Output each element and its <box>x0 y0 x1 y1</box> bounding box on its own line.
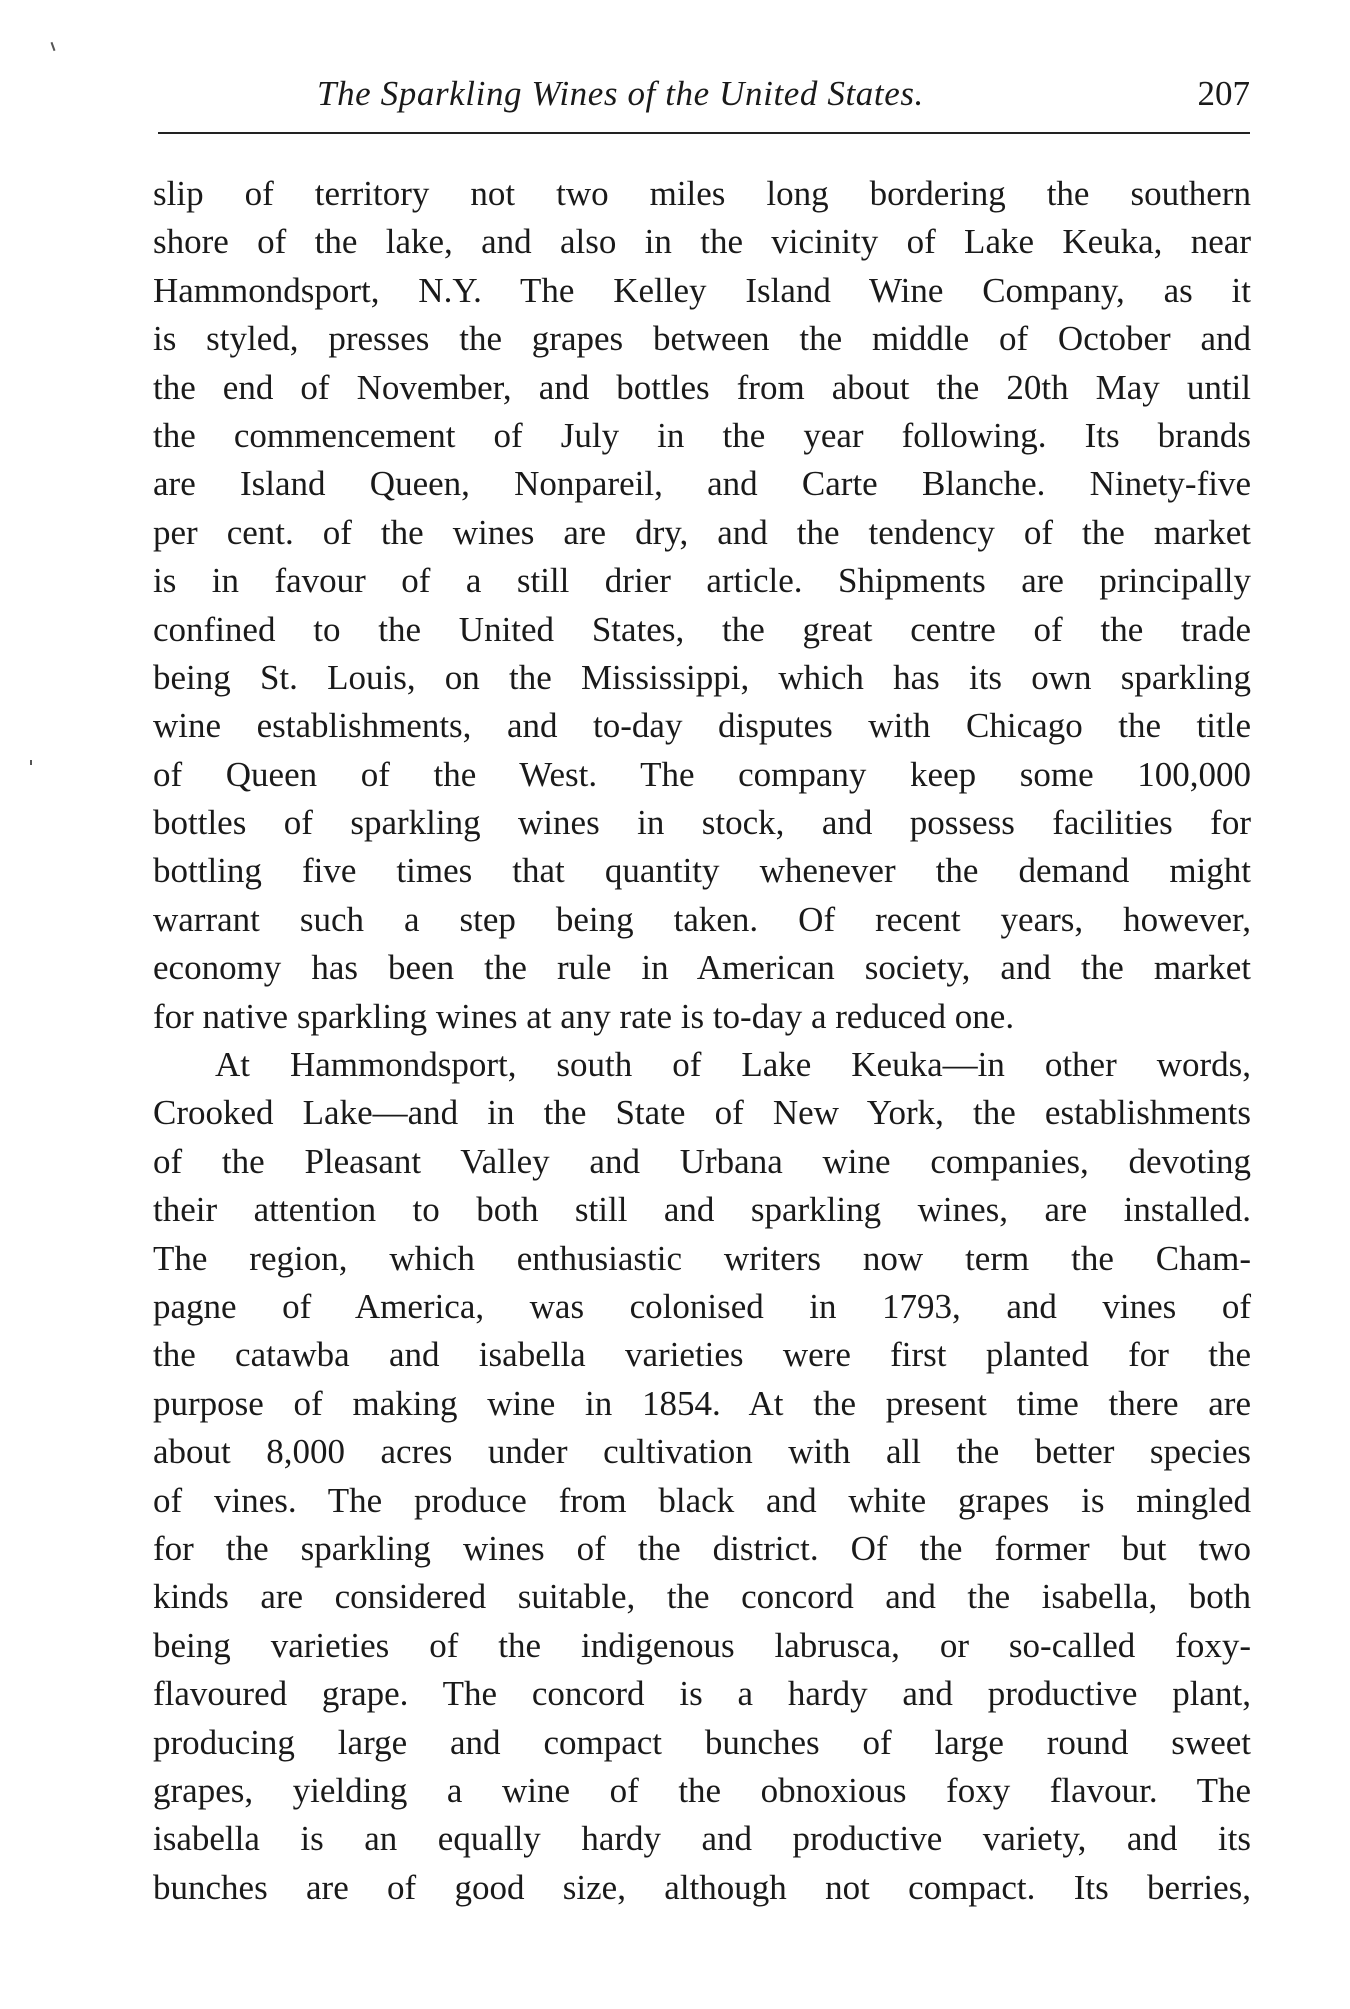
text-line: The region, which enthusiastic writers now term the Cham- <box>153 1238 1251 1278</box>
text-line: for native sparkling wines at any rate is to-day a reduced one. <box>153 996 1015 1036</box>
header-rule <box>158 132 1250 134</box>
text-line: economy has been the rule in American society, and the market <box>153 948 1251 988</box>
text-line: slip of territory not two miles long bordering the southern <box>153 174 1251 213</box>
margin-speck <box>51 42 56 51</box>
text-line: the end of November, and bottles from about the 20th May until <box>153 367 1251 407</box>
text-line: the commencement of July in the year following. Its brands <box>153 415 1251 455</box>
text-line: their attention to both still and sparkling wines, are installed. <box>153 1190 1251 1230</box>
text-line: At Hammondsport, south of Lake Keuka—in other words, <box>215 1045 1251 1085</box>
text-line: per cent. of the wines are dry, and the tendency of the market <box>153 512 1251 552</box>
text-line: producing large and compact bunches of large round sweet <box>153 1722 1251 1762</box>
text-line: pagne of America, was colonised in 1793, and vines of <box>153 1286 1251 1326</box>
text-line: confined to the United States, the great centre of the trade <box>153 609 1251 649</box>
text-line: of vines. The produce from black and white grapes is mingled <box>153 1480 1251 1520</box>
text-line: are Island Queen, Nonpareil, and Carte Blanche. Ninety-five <box>153 464 1251 504</box>
running-title: The Sparkling Wines of the United States. <box>317 74 924 113</box>
text-line: kinds are considered suitable, the concord and the isabella, both <box>153 1577 1251 1617</box>
text-line: grapes, yielding a wine of the obnoxious foxy flavour. The <box>153 1770 1251 1810</box>
text-line: is styled, presses the grapes between the middle of October and <box>153 319 1251 359</box>
text-line: of the Pleasant Valley and Urbana wine companies, devoting <box>153 1141 1251 1181</box>
text-line: isabella is an equally hardy and productive variety, and its <box>153 1819 1251 1859</box>
page-number: 207 <box>1197 74 1250 113</box>
text-line: of Queen of the West. The company keep some 100,000 <box>153 754 1251 794</box>
text-line: bunches are of good size, although not compact. Its berries, <box>153 1867 1251 1907</box>
text-line: being St. Louis, on the Mississippi, which has its own sparkling <box>153 657 1251 697</box>
text-line: bottling five times that quantity whenever the demand might <box>153 851 1251 891</box>
text-line: about 8,000 acres under cultivation with all the better species <box>153 1432 1251 1472</box>
text-line: Hammondsport, N.Y. The Kelley Island Wine Company, as it <box>153 270 1251 310</box>
text-line: being varieties of the indigenous labrusca, or so-called foxy- <box>153 1625 1251 1665</box>
page-header <box>157 62 1250 122</box>
text-line: Crooked Lake—and in the State of New York, the establishments <box>153 1093 1251 1133</box>
text-line: warrant such a step being taken. Of recent years, however, <box>153 899 1251 939</box>
text-line: is in favour of a still drier article. Shipments are principally <box>153 561 1251 601</box>
text-line: for the sparkling wines of the district. Of the former but two <box>153 1528 1251 1568</box>
text-line: bottles of sparkling wines in stock, and possess facilities for <box>153 803 1251 843</box>
margin-speck <box>30 760 32 765</box>
text-line: purpose of making wine in 1854. At the present time there are <box>153 1383 1251 1423</box>
text-line: wine establishments, and to-day disputes with Chicago the title <box>153 706 1251 746</box>
text-line: the catawba and isabella varieties were first planted for the <box>153 1335 1251 1375</box>
body-text <box>153 170 1251 1912</box>
text-line: flavoured grape. The concord is a hardy and productive plant, <box>153 1674 1251 1714</box>
text-line: shore of the lake, and also in the vicinity of Lake Keuka, near <box>153 222 1251 262</box>
